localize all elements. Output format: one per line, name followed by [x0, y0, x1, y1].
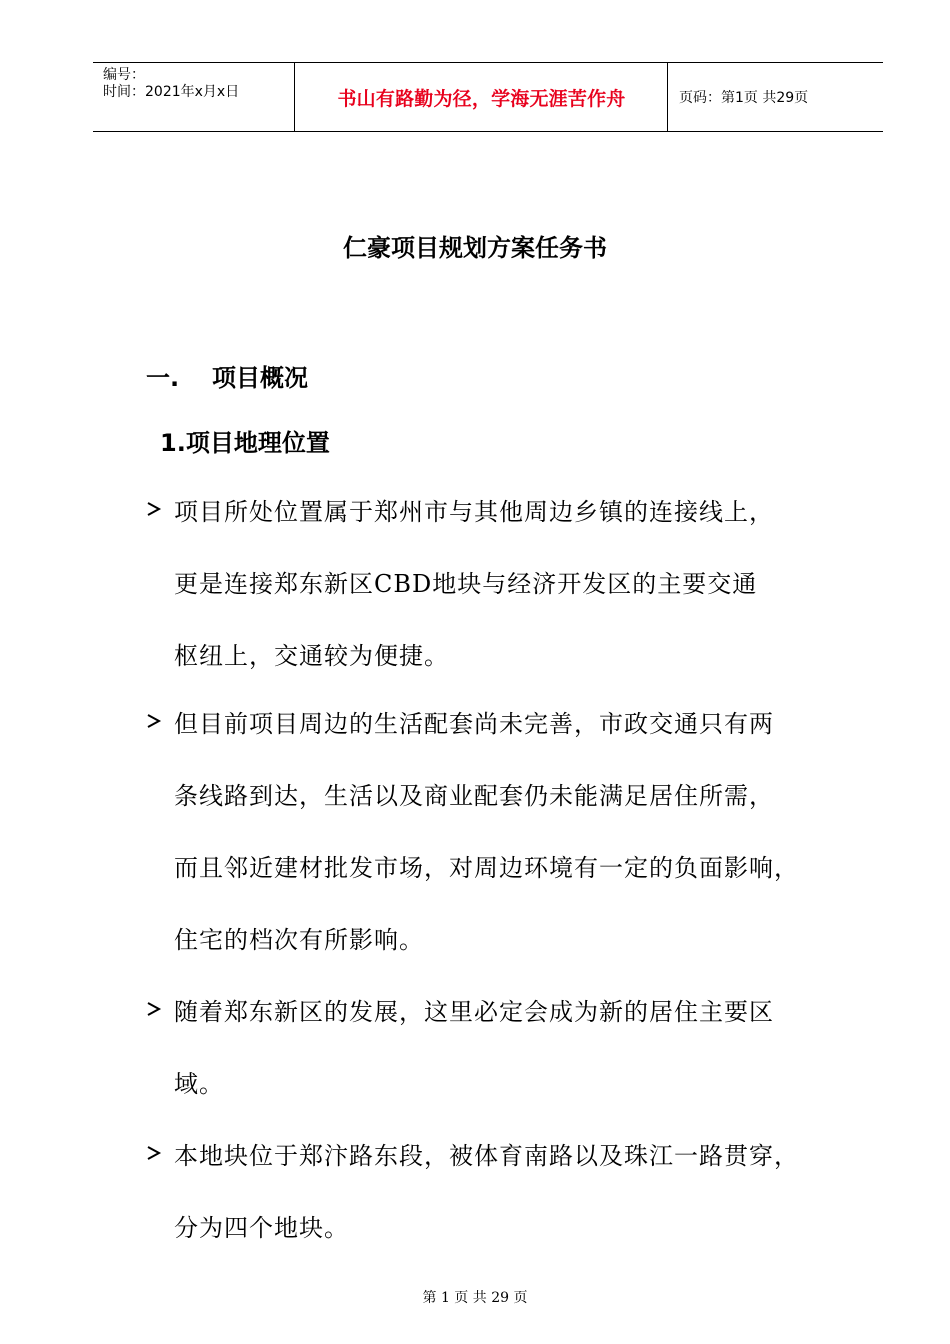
serial-label: 编号： — [103, 67, 145, 83]
paragraph-line: 本地块位于郑汴路东段，被体育南路以及珠江一路贯穿， — [174, 1142, 799, 1170]
document-title: 仁豪项目规划方案任务书 — [343, 234, 607, 262]
page-footer: 第 1 页 共 29 页 — [422, 1290, 528, 1306]
section-title: 项目概况 — [212, 364, 308, 392]
page-header — [93, 62, 883, 132]
section-number: 一. — [146, 364, 180, 392]
paragraph-line: 域。 — [174, 1070, 224, 1098]
section-heading — [146, 358, 308, 393]
arrow-bullet-icon — [144, 1141, 164, 1165]
paragraph-line: 随着郑东新区的发展，这里必定会成为新的居住主要区 — [174, 998, 774, 1026]
paragraph-line: 条线路到达，生活以及商业配套仍未能满足居住所需， — [174, 782, 774, 810]
paragraph-line: 枢纽上，交通较为便捷。 — [174, 642, 449, 670]
header-motto: 书山有路勤为径，学海无涯苦作舟 — [337, 87, 626, 110]
paragraph-line: 但目前项目周边的生活配套尚未完善，市政交通只有两 — [174, 710, 774, 738]
date-label: 时间：2021年x月x日 — [103, 84, 240, 100]
arrow-bullet-icon — [144, 997, 164, 1021]
header-divider — [667, 63, 668, 131]
paragraph-line: 项目所处位置属于郑州市与其他周边乡镇的连接线上， — [174, 498, 774, 526]
paragraph-line: 而且邻近建材批发市场，对周边环境有一定的负面影响， — [174, 854, 799, 882]
subsection-heading: 1.项目地理位置 — [160, 429, 330, 457]
paragraph-line: 分为四个地块。 — [174, 1214, 349, 1242]
arrow-bullet-icon — [144, 497, 164, 521]
header-meta — [103, 67, 239, 101]
header-page-info: 页码：第1页 共29页 — [679, 90, 809, 106]
paragraph-line: 更是连接郑东新区CBD地块与经济开发区的主要交通 — [174, 570, 758, 598]
paragraph-line: 住宅的档次有所影响。 — [174, 926, 424, 954]
arrow-bullet-icon — [144, 709, 164, 733]
